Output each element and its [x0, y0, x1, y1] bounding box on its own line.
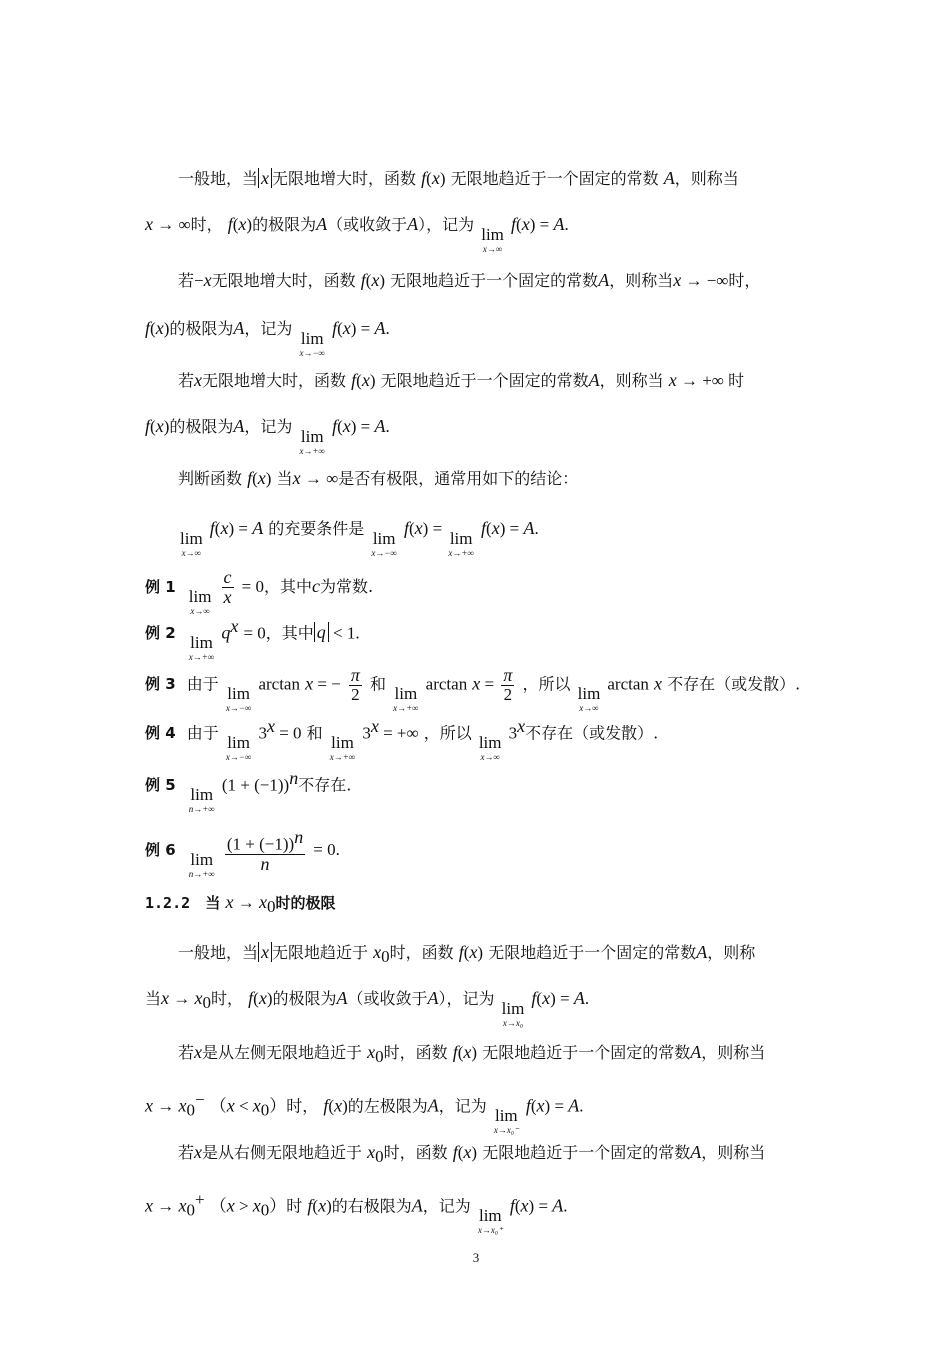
example-3: 例 3 由于 lim x→−∞ arctan x = − $\frac{\pi}{2}$ 和 lim x→+∞ arctan x = $\frac{\pi}{2}$ ，所以 lim x→∞ arctan x 不存在（或发散）.: [145, 665, 801, 714]
para-limit-neg-infinity-line2: f(x)的极限为A，记为 lim x→−∞ f(x) = A.: [145, 318, 390, 358]
example-2: 例 2 lim x→+∞ $q^x = 0$，其中 q < 1.: [145, 616, 360, 663]
example-5: 例 5 lim n→+∞ $(1 + (-1))^n$不存在.: [145, 768, 352, 815]
para-limit-x0-line2: 当$x \to x_0$时， f(x)的极限为A（或收敛于A），记为 lim x→x₀ f(x) = A.: [145, 988, 590, 1028]
example-1: 例 1 lim x→∞ $\frac{c}{x}$ = 0，其中c为常数.: [145, 567, 374, 616]
para-right-limit-line2: $x \to x_0^+$ $(x > x_0)$时 f(x)的右极限为A，记为 lim x→x₀⁺ f(x) = A.: [145, 1190, 568, 1236]
page-number: 3: [472, 1250, 480, 1265]
para-limit-pos-infinity-line2: f(x)的极限为A，记为 lim x→+∞ f(x) = A.: [145, 416, 390, 456]
para-left-limit-line2: $x \to x_0^-$ $(x < x_0)$时， f(x)的左极限为A，记为 lim x→x₀⁻ f(x) = A.: [145, 1090, 584, 1136]
section-heading: 1.2.2 当 $x \to x_0$时的极限: [145, 892, 336, 917]
para-limit-infinity-line2: x → ∞时， f(x)的极限为A（或收敛于A），记为 lim x→∞ f(x) = A.: [145, 214, 569, 254]
example-4: 例 4 由于 lim x→−∞ $3^x = 0$ 和 lim x→+∞ $3^x$ = +∞ ，所以 lim x→∞ 3$^x$不存在（或发散）.: [145, 716, 659, 763]
para-limit-infinity-line1: 一般地，当 x 无限地增大时，函数 f(x) 无限地趋近于一个固定的常数 A，则称当: [178, 168, 739, 188]
para-criterion-intro: 判断函数 f(x) 当x → ∞是否有极限，通常用如下的结论：: [178, 468, 579, 488]
criterion-formula: lim x→∞ f(x) = A 的充要条件是 lim x→−∞ f(x) = lim x→+∞ f(x) = A.: [180, 518, 539, 558]
para-left-limit-line1: 若x是从左侧无限地趋近于 $x_0$时，函数 f(x) 无限地趋近于一个固定的常数A，则称当: [178, 1042, 766, 1067]
para-limit-pos-infinity-line1: 若x无限地增大时，函数 f(x) 无限地趋近于一个固定的常数A，则称当 x → +∞ 时: [178, 370, 745, 390]
example-6: 例 6 lim n→+∞ $\frac{(1 + (-1))^n}{n}$ = 0.: [145, 827, 340, 880]
para-limit-neg-infinity-line1: 若−x无限地增大时，函数 f(x) 无限地趋近于一个固定的常数A，则称当x → −∞时，: [178, 270, 761, 290]
para-right-limit-line1: 若x是从右侧无限地趋近于 $x_0$时，函数 f(x) 无限地趋近于一个固定的常数A，则称当: [178, 1142, 766, 1167]
para-limit-x0-line1: 一般地，当 x 无限地趋近于 $x_0$时，函数 f(x) 无限地趋近于一个固定的常数A，则称: [178, 942, 756, 967]
